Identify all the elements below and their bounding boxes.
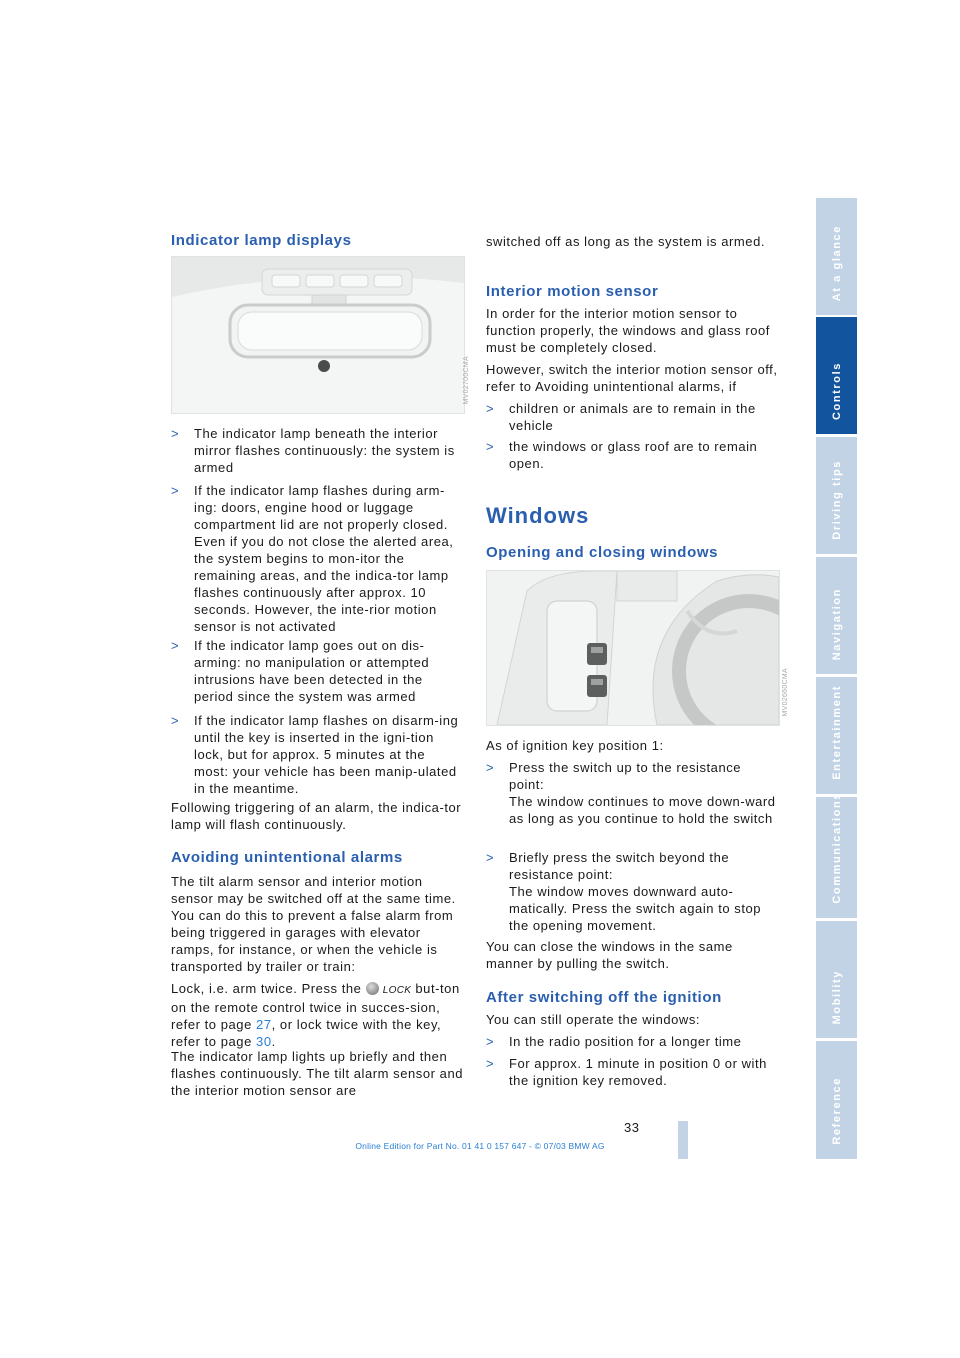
bullet-marker: > <box>486 1034 495 1049</box>
bullet-marker: > <box>486 401 495 416</box>
list-item <box>171 712 463 797</box>
bullet-marker: > <box>171 638 180 653</box>
lock-text-4: . <box>271 1034 276 1049</box>
paragraph-following-triggering: Following triggering of an alarm, the indica-tor lamp will flash continuously. <box>171 800 462 832</box>
page-number: 33 <box>624 1120 640 1135</box>
page-link-27[interactable]: 27 <box>256 1017 272 1032</box>
bullet-text: The window continues to move down-ward as long as you continue to hold the switch <box>509 794 776 826</box>
tab-communications[interactable] <box>816 792 857 918</box>
heading-opening-closing: Opening and closing windows <box>486 544 719 561</box>
list-item <box>171 637 463 705</box>
bullet-text: children or animals are to remain in the vehicle <box>509 401 756 433</box>
tab-label: At a glance <box>830 224 843 301</box>
list-item <box>486 1033 779 1050</box>
heading-interior-motion-sensor: Interior motion sensor <box>486 283 659 300</box>
tab-label: Communications <box>830 792 843 904</box>
paragraph-still-operate: You can still operate the windows: <box>486 1012 701 1027</box>
tab-mobility[interactable] <box>816 921 857 1038</box>
tab-entertainment[interactable] <box>816 677 857 794</box>
tab-reference[interactable] <box>816 1041 857 1159</box>
paragraph-lamp-lights: The indicator lamp lights up briefly and then flashes continuously. The tilt alarm sensor and the interior motion sensor are <box>171 1049 464 1098</box>
bullet-marker: > <box>486 439 495 454</box>
tab-label: Mobility <box>830 969 843 1024</box>
lock-label: LOCK <box>382 985 412 996</box>
window-switch-figure <box>486 570 780 726</box>
paragraph-lock-twice <box>171 980 463 1050</box>
tab-label: Driving tips <box>830 460 843 540</box>
lock-text-1: Lock, i.e. arm twice. Press the <box>171 981 362 996</box>
interior-mirror-figure <box>171 256 465 414</box>
page-marker-bar <box>678 1121 688 1159</box>
figure-code: MV02700CMA <box>463 356 470 405</box>
paragraph-however: However, switch the interior motion sensor off, refer to Avoiding unintentional alarms, if <box>486 362 778 394</box>
tab-label: Navigation <box>830 587 843 660</box>
bullet-text: In the radio position for a longer time <box>509 1034 742 1049</box>
remote-button-icon <box>366 982 379 995</box>
bullet-text: The indicator lamp beneath the interior mirror flashes continuously: the system is armed <box>194 426 455 475</box>
tab-label: Entertainment <box>830 685 843 780</box>
bullet-marker: > <box>171 426 180 441</box>
heading-indicator-lamp-displays: Indicator lamp displays <box>171 232 352 249</box>
tab-controls[interactable] <box>816 317 857 434</box>
heading-windows: Windows <box>486 503 590 528</box>
tab-at-a-glance[interactable] <box>816 198 857 315</box>
bullet-text: If the indicator lamp flashes during arm-ing: doors, engine hood or luggage compartment lid are not properly closed. Even if you do not close the alerted area, the system begins to mon-itor the remaining areas, and the indica-tor lamp flashes continuously after approx. 10 seconds. However, the inte-rior motion sensor is not activated <box>194 483 454 634</box>
paragraph-in-order: In order for the interior motion sensor to function properly, the windows and glass roof must be completely closed. <box>486 306 770 355</box>
bullet-marker: > <box>486 1056 495 1071</box>
list-item <box>486 438 779 472</box>
bullet-marker: > <box>171 713 180 728</box>
page-link-30[interactable]: 30 <box>256 1034 272 1049</box>
bullet-text: If the indicator lamp flashes on disarm-ing until the key is inserted in the igni-tion lock, but for approx. 5 minutes at the most: your vehicle has been manip-ulated in the meantime. <box>194 713 459 796</box>
tab-driving-tips[interactable] <box>816 437 857 554</box>
paragraph-switched-off: switched off as long as the system is armed. <box>486 234 766 249</box>
bullet-text: the windows or glass roof are to remain open. <box>509 439 758 471</box>
figure-code: MV02660CMA <box>782 668 789 717</box>
window-switch-illustration <box>487 571 779 725</box>
bullet-text: If the indicator lamp goes out on dis-arming: no manipulation or attempted intrusions have been detected in the period since the system was armed <box>194 638 430 704</box>
interior-mirror-illustration <box>172 257 464 413</box>
bullet-marker: > <box>486 760 495 775</box>
lock-text-2: but-ton on the remote control twice in succes-sion, refer to page <box>171 981 460 1032</box>
list-item <box>171 482 463 635</box>
bullet-marker: > <box>486 850 495 865</box>
paragraph-close-windows: You can close the windows in the same manner by pulling the switch. <box>486 939 733 971</box>
bullet-text: Briefly press the switch beyond the resistance point: <box>509 850 730 882</box>
paragraph-as-of-ignition: As of ignition key position 1: <box>486 738 664 753</box>
tab-navigation[interactable] <box>816 557 857 674</box>
bullet-text: The window moves downward auto-matically. Press the switch again to stop the opening movement. <box>509 884 762 933</box>
lock-text-3: , or lock twice with the key, refer to page <box>171 1017 442 1049</box>
tab-label: Controls <box>830 361 843 420</box>
footer-edition: Online Edition for Part No. 01 41 0 157 647 - © 07/03 BMW AG <box>355 1141 605 1151</box>
heading-avoiding-alarms: Avoiding unintentional alarms <box>171 849 403 866</box>
bullet-text: For approx. 1 minute in position 0 or with the ignition key removed. <box>509 1056 767 1088</box>
bullet-text: Press the switch up to the resistance point: <box>509 760 742 792</box>
tab-label: Reference <box>830 1077 843 1145</box>
list-item <box>171 425 463 476</box>
list-item <box>486 849 779 934</box>
list-item <box>486 1055 779 1089</box>
list-item <box>486 400 779 434</box>
list-item <box>486 759 779 827</box>
heading-after-ignition: After switching off the ignition <box>486 989 722 1006</box>
bullet-marker: > <box>171 483 180 498</box>
paragraph-tilt-alarm: The tilt alarm sensor and interior motion sensor may be switched off at the same time. You can do this to prevent a false alarm from being triggered in garages with elevator ramps, for instance, or when the vehicle is transported by trailer or train: <box>171 874 456 974</box>
